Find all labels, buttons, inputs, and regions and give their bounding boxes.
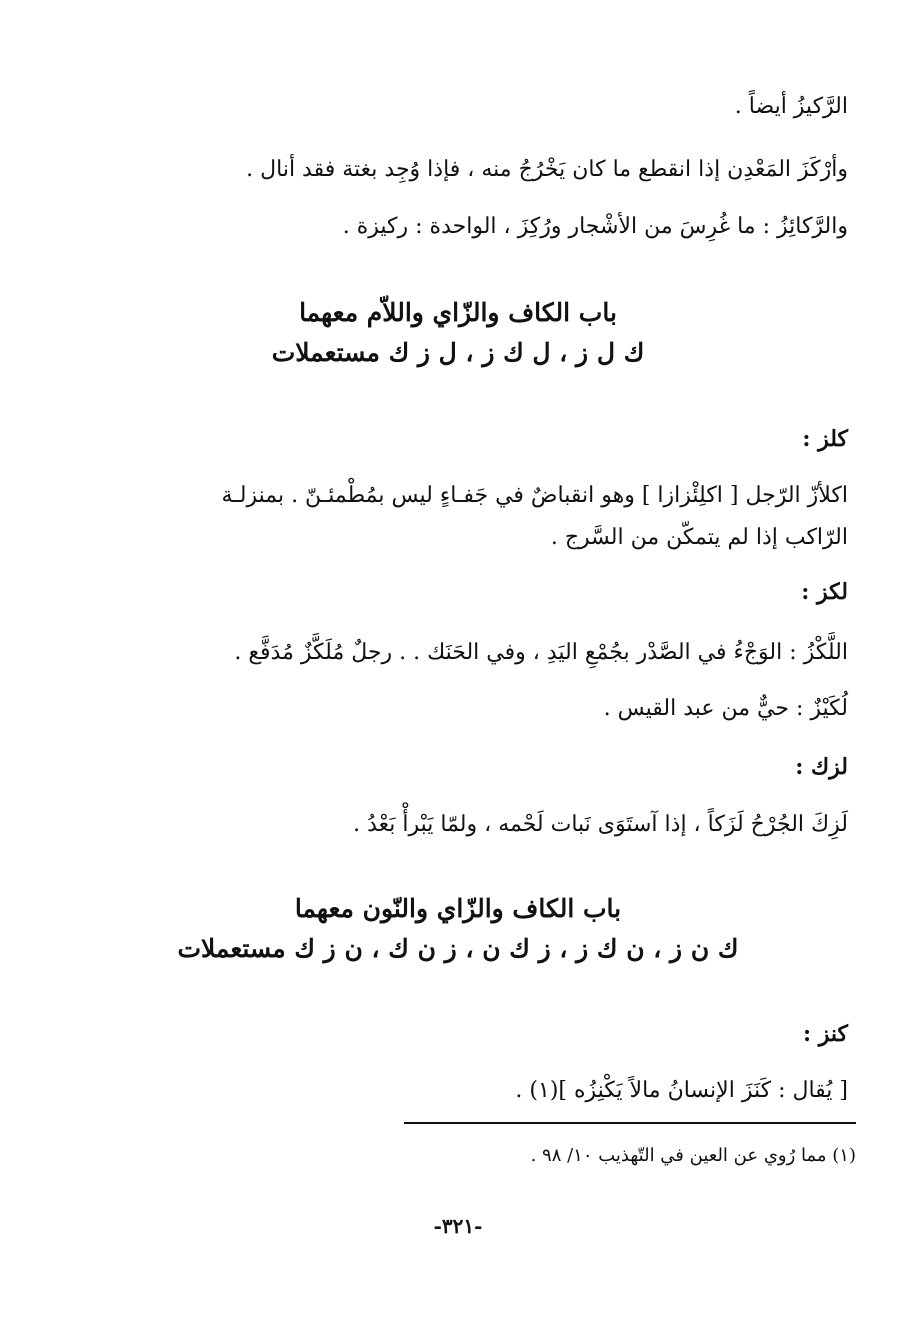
entry-klz-line-1: اكلأزّ الرّجل [ اكلِئْزازا ] وهو انقباضٌ في جَفـاءٍ ليس بمُطْمئـنّ . بمنزلـة [221, 483, 848, 508]
entry-heading-knz: كنز : [802, 1021, 848, 1047]
entry-lkz-line-2: لُكَيْزٌ : حيٌّ من عبد القيس . [603, 696, 848, 721]
entry-knz-line-1: [ يُقال : كَنَزَ الإنسانُ مالاً يَكْنِزُه ](١) . [515, 1078, 848, 1103]
intro-line-2: وأرْكَزَ المَعْدِن إذا انقطع ما كان يَخْرُجُ منه ، فإذا وُجِد بغتة فقد أنال . [246, 157, 848, 182]
section-1-subtitle: ك ل ز ، ل ك ز ، ل ز ك مستعملات [271, 338, 645, 367]
intro-line-1: الرَّكيزُ أيضاً . [734, 94, 848, 119]
section-1-title: باب الكاف والزّاي واللاّم معهما [299, 298, 617, 327]
entry-lkz-line-1: اللَّكْزُ : الوَجْءُ في الصَّدْر بجُمْعِ اليَدِ ، وفي الحَنَك . . رجلٌ مُلَكَّزٌ مُدَفَّع . [234, 640, 848, 665]
footnote-divider [404, 1122, 856, 1124]
intro-line-3: والرَّكائِزُ : ما غُرِسَ من الأشْجار ورُكِزَ ، الواحدة : ركيزة . [342, 214, 848, 239]
section-2-title: باب الكاف والزّاي والنّون معهما [294, 894, 622, 923]
entry-heading-lzk: لزك : [795, 754, 848, 780]
entry-lzk-line-1: لَزِكَ الجُرْحُ لَزَكاً ، إذا آستَوَى نَبات لَحْمه ، ولمّا يَبْرأْ بَعْدُ . [353, 812, 848, 837]
footnote: (١) مما رُوي عن العين في التّهذيب ١٠/ ٩٨ . [530, 1145, 856, 1166]
entry-klz-line-2: الرّاكب إذا لم يتمكّن من السَّرج . [550, 525, 848, 550]
entry-heading-klz: كلز : [802, 426, 848, 452]
page-number: -٣٢١- [433, 1214, 483, 1238]
section-2-subtitle: ك ن ز ، ن ك ز ، ز ك ن ، ز ن ك ، ن ز ك مستعملات [177, 934, 739, 963]
entry-heading-lkz: لكز : [801, 579, 848, 605]
